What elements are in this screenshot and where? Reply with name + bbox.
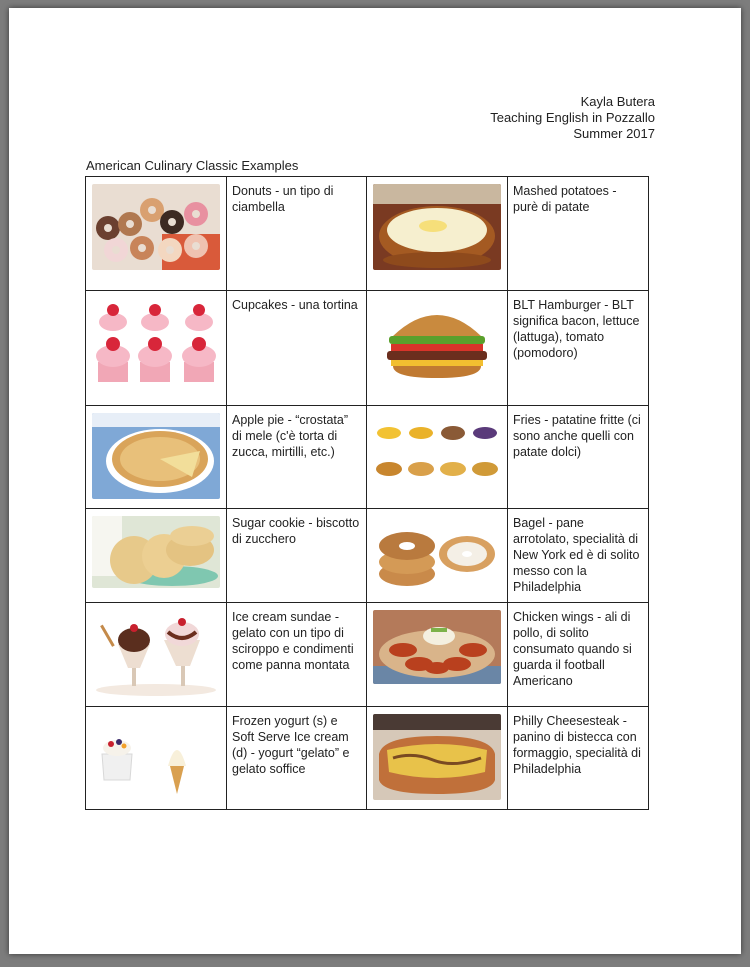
- food-description: Frozen yogurt (s) e Soft Serve Ice cream (d) - yogurt “gelato” e gelato soffice: [227, 707, 367, 810]
- table-row: [86, 603, 649, 707]
- table-row: [86, 291, 649, 406]
- fries-image: [373, 413, 501, 499]
- cupcakes-image: [92, 298, 220, 384]
- image-cell: [86, 603, 227, 707]
- project-name: Teaching English in Pozzallo: [490, 110, 655, 125]
- image-cell: [367, 603, 508, 707]
- food-description: BLT Hamburger - BLT significa bacon, lettuce (lattuga), tomato (pomodoro): [508, 291, 649, 406]
- food-description: Bagel - pane arrotolato, specialità di New York ed è di solito messo con la Philadelphia: [508, 509, 649, 603]
- food-description: Donuts - un tipo di ciambella: [227, 177, 367, 291]
- document-header: [490, 94, 655, 142]
- philly-cheesesteak-image: [373, 714, 501, 800]
- image-cell: [367, 509, 508, 603]
- blt-hamburger-image: [373, 298, 501, 384]
- food-description: Ice cream sundae - gelato con un tipo di sciroppo e condimenti come panna montata: [227, 603, 367, 707]
- food-description: Cupcakes - una tortina: [227, 291, 367, 406]
- sugar-cookie-image: [92, 516, 220, 588]
- chicken-wings-image: [373, 610, 501, 684]
- image-cell: [86, 291, 227, 406]
- image-cell: [367, 707, 508, 810]
- image-cell: [86, 707, 227, 810]
- season: Summer 2017: [573, 126, 655, 141]
- donuts-image: [92, 184, 220, 270]
- table-row: [86, 707, 649, 810]
- image-cell: [367, 177, 508, 291]
- food-description: Philly Cheesesteak - panino di bistecca con formaggio, specialità di Philadelphia: [508, 707, 649, 810]
- table-row: [86, 177, 649, 291]
- food-description: Fries - patatine fritte (ci sono anche quelli con patate dolci): [508, 406, 649, 509]
- food-table: [85, 176, 649, 810]
- apple-pie-image: [92, 413, 220, 499]
- food-description: Apple pie - “crostata” di mele (c'è torta di zucca, mirtilli, etc.): [227, 406, 367, 509]
- image-cell: [367, 406, 508, 509]
- table-row: [86, 509, 649, 603]
- food-description: Sugar cookie - biscotto di zucchero: [227, 509, 367, 603]
- mashed-potatoes-image: [373, 184, 501, 270]
- image-cell: [86, 177, 227, 291]
- author-name: Kayla Butera: [580, 94, 655, 109]
- ice-cream-sundae-image: [92, 610, 220, 696]
- food-description: Chicken wings - ali di pollo, di solito consumato quando si guarda il football Americano: [508, 603, 649, 707]
- bagel-image: [373, 516, 501, 592]
- image-cell: [367, 291, 508, 406]
- table-title: American Culinary Classic Examples: [86, 158, 299, 173]
- food-description: Mashed potatoes - purè di patate: [508, 177, 649, 291]
- image-cell: [86, 406, 227, 509]
- frozen-yogurt-image: [92, 714, 220, 800]
- table-row: [86, 406, 649, 509]
- image-cell: [86, 509, 227, 603]
